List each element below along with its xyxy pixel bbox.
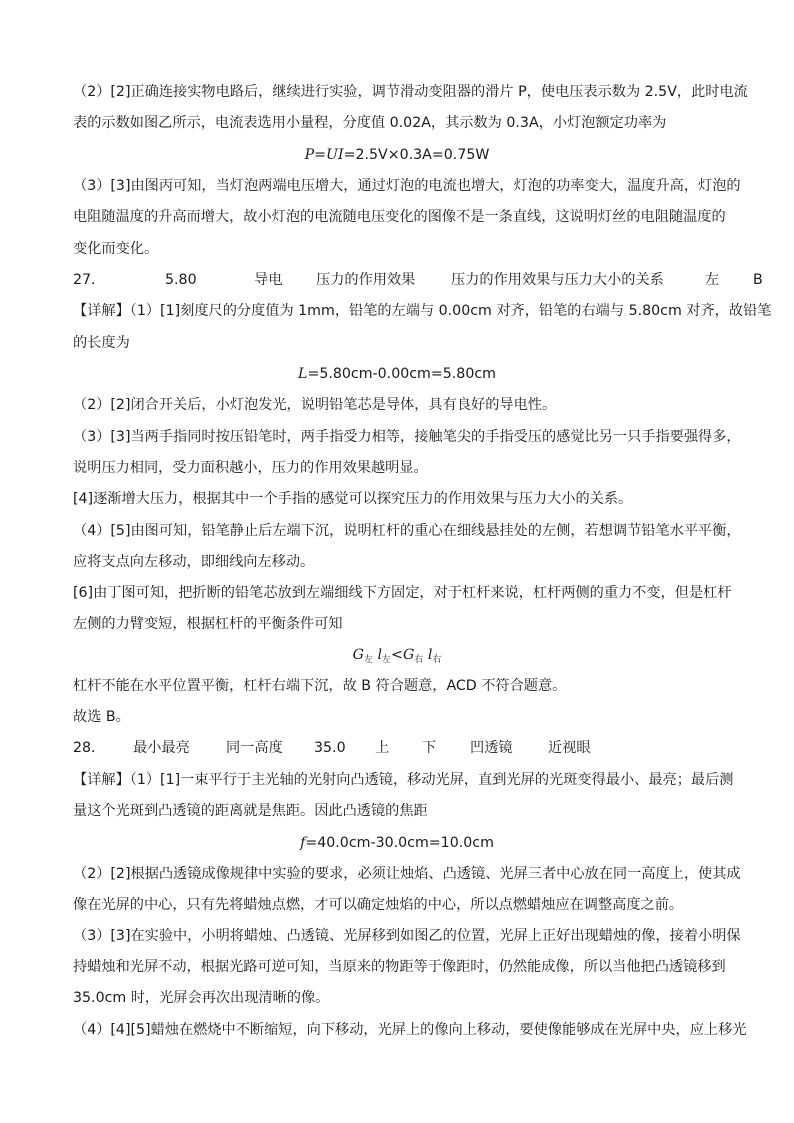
answer: 35.0 — [314, 740, 346, 756]
text-line: （3）[3]在实验中，小明将蜡烛、凸透镜、光屏移到如图乙的位置，光屏上正好出现蜡烛的像，接着小明保 — [73, 928, 741, 944]
text-line: 持蜡烛和光屏不动，根据光路可逆可知，当原来的物距等于像距时，仍然能成像，所以当他把凸透镜移到 — [73, 959, 726, 975]
formula-op: < — [391, 647, 403, 663]
formula-var: G — [352, 647, 364, 663]
power-formula — [0, 145, 794, 165]
text-line: （4）[4][5]蜡烛在燃烧中不断缩短，向下移动，光屏上的像向上移动，要使像能够成在光屏中央，应上移光 — [73, 1022, 747, 1038]
answer: 压力的作用效果 — [316, 272, 416, 288]
text-line: 的长度为 — [73, 335, 130, 351]
text-line: 量这个光斑到凸透镜的距离就是焦距。因此凸透镜的焦距 — [73, 803, 428, 819]
text-line: 说明压力相同，受力面积越小，压力的作用效果越明显。 — [73, 460, 428, 476]
length-formula — [0, 364, 794, 384]
text-line: 变化而变化。 — [73, 241, 159, 257]
answer: 压力的作用效果与压力大小的关系 — [451, 272, 664, 288]
focal-formula — [0, 833, 794, 853]
text-line: （3）[3]由图丙可知，当灯泡两端电压增大，通过灯泡的电流也增大，灯泡的功率变大，温度升高，灯泡的 — [73, 178, 741, 194]
answer: 凹透镜 — [470, 740, 513, 756]
formula-sub: 左 — [363, 655, 373, 665]
text-line: （2）[2]正确连接实物电路后，继续进行实验，调节滑动变阻器的滑片 P，使电压表示数为 2.5V，此时电流 — [73, 84, 748, 100]
question-number: 28． — [73, 740, 106, 756]
text-line: （4）[5]由图可知，铅笔静止后左端下沉，说明杠杆的重心在细线悬挂处的左侧，若想调节铅笔水平平衡， — [73, 523, 741, 539]
formula-text: =2.5V×0.3A=0.75W — [343, 147, 490, 163]
text-line: 【详解】（1）[1]刻度尺的分度值为 1mm，铅笔的左端与 0.00cm 对齐，铅笔的右端与 5.80cm 对齐，故铅笔 — [73, 303, 772, 319]
formula-var: l — [427, 647, 433, 663]
answer: 左 — [705, 272, 720, 288]
text-line: 35.0cm 时，光屏会再次出现清晰的像。 — [73, 990, 330, 1006]
text-line: 表的示数如图乙所示，电流表选用小量程，分度值 0.02A，其示数为 0.3A，小灯泡额定功率为 — [73, 115, 667, 131]
answer: 同一高度 — [226, 740, 283, 756]
text-line: （2）[2]闭合开关后，小灯泡发光，说明铅笔芯是导体，具有良好的导电性。 — [73, 397, 557, 413]
text-line: （3）[3]当两手指同时按压铅笔时，两手指受力相等，接触笔尖的手指受压的感觉比另一只手指要强得多， — [73, 429, 741, 445]
text-line: 左侧的力臂变短，根据杠杆的平衡条件可知 — [73, 616, 343, 632]
answer: 最小最亮 — [133, 740, 190, 756]
question-number: 27． — [73, 272, 106, 288]
formula-sub: 右 — [432, 655, 442, 665]
formula-text: =5.80cm-0.00cm=5.80cm — [307, 366, 496, 382]
formula-var: l — [377, 647, 383, 663]
text-line: [4]逐渐增大压力，根据其中一个手指的感觉可以探究压力的作用效果与压力大小的关系。 — [73, 491, 633, 507]
answer: B — [753, 272, 763, 288]
formula-text: =40.0cm-30.0cm=10.0cm — [305, 835, 494, 851]
formula-sub: 左 — [382, 655, 392, 665]
text-line: [6]由丁图可知，把折断的铅笔芯放到左端细线下方固定，对于杠杆来说，杠杆两侧的重力不变，但是杠杆 — [73, 585, 732, 601]
answer: 近视眼 — [548, 740, 591, 756]
formula-var: L — [298, 366, 308, 382]
lever-formula — [0, 645, 794, 670]
formula-sub: 右 — [414, 655, 424, 665]
formula-var: G — [402, 647, 415, 663]
formula-var: UI — [326, 147, 344, 163]
text-line: 故选 B。 — [73, 709, 130, 725]
answer: 上 — [375, 740, 390, 756]
text-line: （2）[2]根据凸透镜成像规律中实验的要求，必须让烛焰、凸透镜、光屏三者中心放在同一高度上，使其成 — [73, 866, 741, 882]
answer: 下 — [422, 740, 437, 756]
answer: 5.80 — [165, 272, 197, 288]
text-line: 杠杆不能在水平位置平衡，杠杆右端下沉，故 B 符合题意，ACD 不符合题意。 — [73, 678, 567, 694]
formula-var: P — [304, 147, 315, 163]
formula-var: f — [300, 835, 306, 851]
text-line: 【详解】（1）[1]一束平行于主光轴的光射向凸透镜，移动光屏，直到光屏的光斑变得最小、最亮；最后测 — [73, 772, 734, 788]
question-27-header — [73, 270, 763, 290]
answer: 导电 — [254, 272, 283, 288]
question-28-header — [73, 738, 591, 758]
text-line: 应将支点向左移动，即细线向左移动。 — [73, 554, 315, 570]
formula-text: = — [314, 147, 327, 163]
text-line: 像在光屏的中心，只有先将蜡烛点燃，才可以确定烛焰的中心，所以点燃蜡烛应在调整高度之前。 — [73, 897, 684, 913]
text-line: 电阻随温度的升高而增大，故小灯泡的电流随电压变化的图像不是一条直线，这说明灯丝的电阻随温度的 — [73, 209, 726, 225]
